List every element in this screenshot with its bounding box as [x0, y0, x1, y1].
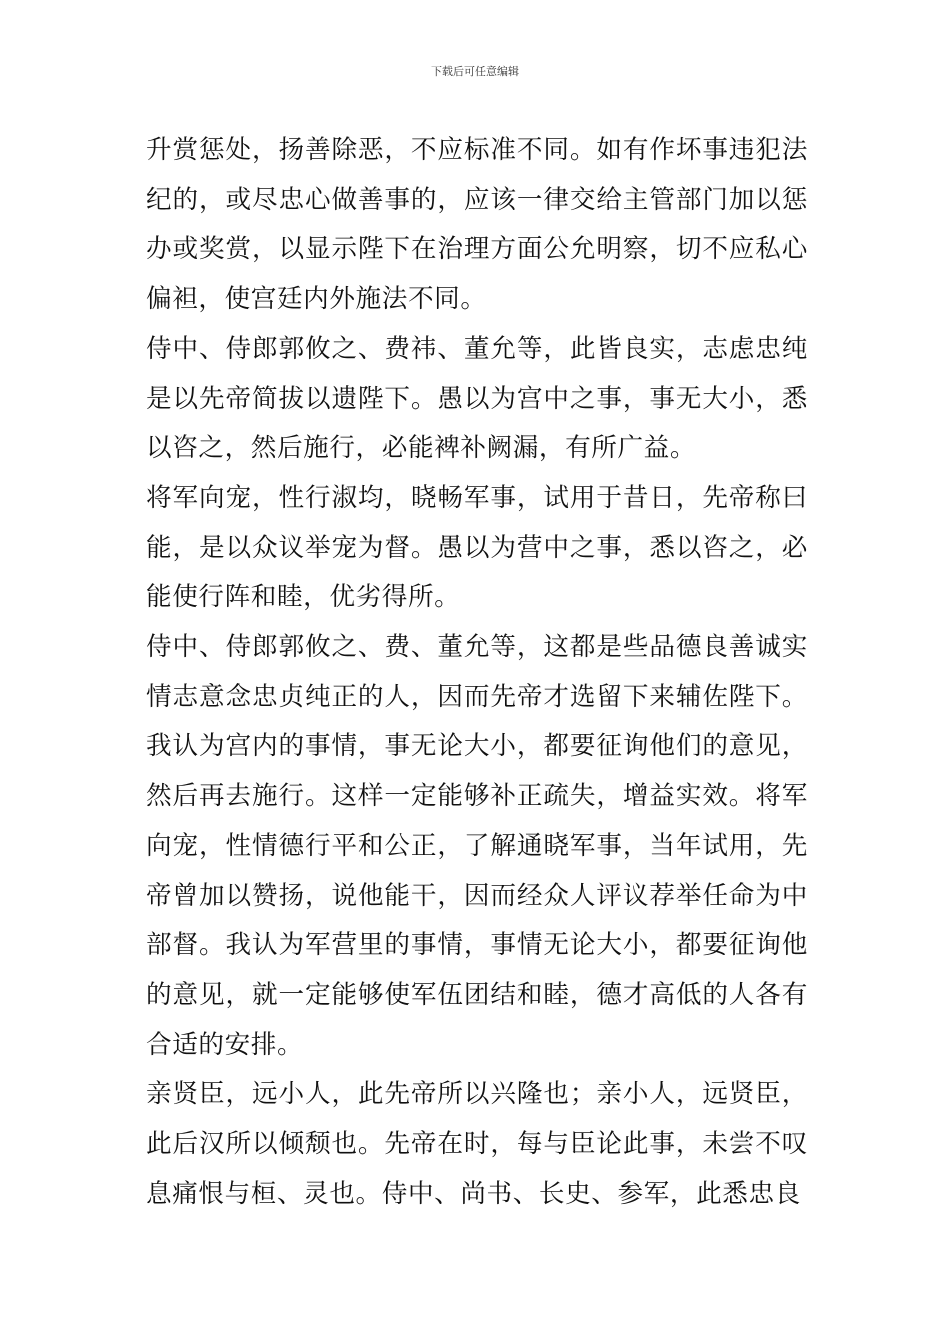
document-body	[146, 126, 808, 1219]
paragraph-3: 将军向宠，性行淑均，晓畅军事，试用于昔日，先帝称曰能，是以众议举宠为督。愚以为营中之事，悉以咨之，必能使行阵和睦，优劣得所。	[146, 482, 808, 613]
paragraph-5: 亲贤臣，远小人，此先帝所以兴隆也；亲小人，远贤臣，此后汉所以倾颓也。先帝在时，每与臣论此事，未尝不叹息痛恨与桓、灵也。侍中、尚书、长史、参军，此悉忠良	[146, 1079, 808, 1209]
paragraph-4: 侍中、侍郎郭攸之、费、董允等，这都是些品德良善诚实情志意念忠贞纯正的人，因而先帝才选留下来辅佐陛下。我认为宫内的事情，事无论大小，都要征询他们的意见，然后再去施行。这样一定能够补正疏失，增益实效。将军向宠，性情德行平和公正，了解通晓军事，当年试用，先帝曾加以赞扬，说他能干，因而经众人评议荐举任命为中部督。我认为军营里的事情，事情无论大小，都要征询他的意见，就一定能够使军伍团结和睦，德才高低的人各有合适的安排。	[146, 632, 808, 1060]
page-header: 下载后可任意编辑	[431, 65, 519, 78]
paragraph-2: 侍中、侍郎郭攸之、费祎、董允等，此皆良实，志虑忠纯是以先帝简拔以遗陛下。愚以为宫中之事，事无大小，悉以咨之，然后施行，必能裨补阙漏，有所广益。	[146, 333, 808, 464]
paragraph-1: 升赏惩处，扬善除恶，不应标准不同。如有作坏事违犯法纪的，或尽忠心做善事的，应该一律交给主管部门加以惩办或奖赏，以显示陛下在治理方面公允明察，切不应私心偏袒，使宫廷内外施法不同。	[146, 135, 808, 315]
